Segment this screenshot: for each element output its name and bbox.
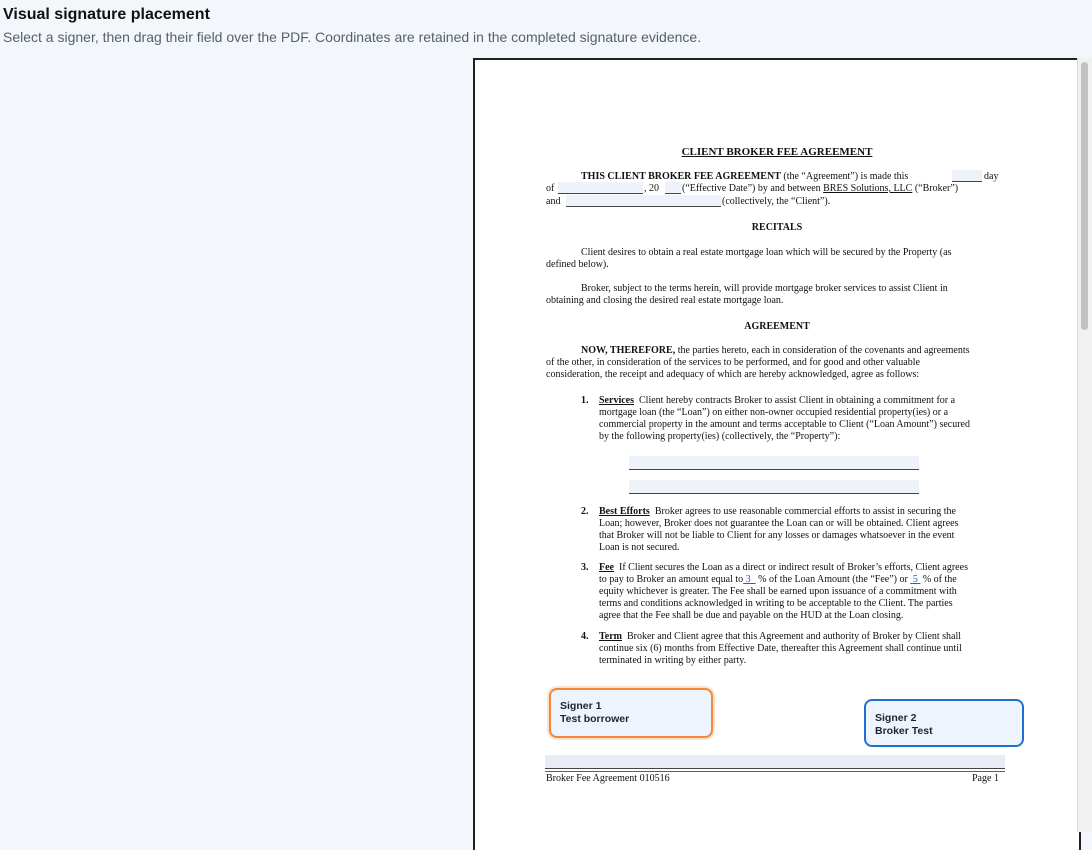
section-2-line: Loan is not secured. [599, 542, 680, 553]
property-line[interactable] [629, 480, 919, 494]
recitals-heading: RECITALS [751, 222, 803, 233]
section-2-line: that Broker will not be liable to Client for any losses or damages whatsoever in the event [599, 530, 955, 541]
page-title: Visual signature placement [3, 6, 210, 23]
recital-2-line: Broker, subject to the terms herein, will provide mortgage broker services to assist Client in [581, 283, 948, 294]
intro-client-label: (collectively, the “Client”). [722, 196, 831, 207]
intro-line-2: (“Effective Date”) by and between BRES Solutions, LLC (“Broker”) [682, 183, 959, 194]
signer-2-field[interactable] [864, 699, 1024, 747]
section-3-line: to pay to Broker an amount equal to 3 % of the Loan Amount (the “Fee”) or 5 % of the [599, 574, 957, 585]
signer-name: Broker Test [875, 725, 933, 737]
section-2-line: Best Efforts Broker agrees to use reasonable commercial efforts to assist in securing the [599, 506, 956, 517]
now-therefore-line: of the other, in consideration of the services to be performed, and for good and other valuable [546, 357, 920, 368]
recital-1-line: defined below). [546, 259, 609, 270]
section-number: 3. [581, 562, 589, 573]
year-blank[interactable] [665, 182, 681, 194]
intro-day-label: day [984, 171, 999, 182]
section-4-line: continue six (6) months from Effective Date, thereafter this Agreement shall continue until [599, 643, 962, 654]
section-number: 4. [581, 631, 589, 642]
section-4-line: Term Broker and Client agree that this Agreement and authority of Broker by Client shall [599, 631, 962, 642]
day-blank[interactable] [952, 170, 982, 182]
section-1-line: Services Client hereby contracts Broker to assist Client in obtaining a commitment for a [599, 395, 956, 406]
section-number: 1. [581, 395, 589, 406]
section-4-line: terminated in writing by either party. [599, 655, 747, 666]
footer-rule [545, 768, 1005, 769]
now-therefore-line: NOW, THEREFORE, the parties hereto, each in consideration of the covenants and agreements [581, 345, 970, 356]
footer-page-number: Page 1 [972, 773, 999, 784]
intro-and-label: and [546, 196, 561, 207]
signer-name: Test borrower [560, 713, 630, 725]
section-3-line: terms and conditions acknowledged in writing to be acceptable to the Client. The parties [599, 598, 953, 609]
footer-document-id: Broker Fee Agreement 010516 [546, 773, 670, 784]
section-3-line: Fee If Client secures the Loan as a direct or indirect result of Broker’s efforts, Client agrees [599, 562, 968, 573]
section-3-line: equity whichever is greater. The Fee shall be earned upon issuance of a commitment with [599, 586, 957, 597]
footer-band [545, 755, 1005, 769]
page-subtitle: Select a signer, then drag their field over the PDF. Coordinates are retained in the completed signature evidence. [3, 29, 702, 45]
intro-of-label: of [546, 183, 555, 194]
section-number: 2. [581, 506, 589, 517]
section-1-line: mortgage loan (the “Loan”) on either non-owner occupied residential property(ies) or a [599, 407, 949, 418]
recital-2-line: obtaining and closing the desired real estate mortgage loan. [546, 295, 784, 306]
signer-1-field[interactable] [549, 688, 713, 738]
section-1-line: by the following property(ies) (collectively, the “Property”): [599, 431, 841, 442]
agreement-heading: AGREEMENT [744, 321, 810, 332]
intro-year-label: , 20 [644, 183, 659, 194]
recital-1-line: Client desires to obtain a real estate mortgage loan which will be secured by the Property (as [581, 247, 952, 258]
section-2-line: Loan; however, Broker does not guarantee the Loan can or will be obtained. Client agrees [599, 518, 959, 529]
pdf-scrollbar[interactable] [1077, 58, 1092, 832]
now-therefore-line: consideration, the receipt and adequacy of which are hereby acknowledged, agree as follows: [546, 369, 920, 380]
effective-date-blank[interactable] [558, 182, 643, 194]
document-title: CLIENT BROKER FEE AGREEMENT [681, 146, 873, 158]
signer-label: Signer 1 [560, 700, 602, 712]
pdf-scrollbar-thumb[interactable] [1081, 62, 1088, 330]
section-3-line: agree that the Fee shall be due and payable on the HUD at the Loan closing. [599, 610, 904, 621]
section-1-line: commercial property in the amount and terms acceptable to Client (“Loan Amount”) secured [599, 419, 970, 430]
property-line[interactable] [629, 456, 919, 470]
signer-label: Signer 2 [875, 712, 917, 724]
footer-rule [545, 771, 1005, 772]
intro-line-1: THIS CLIENT BROKER FEE AGREEMENT (the “Agreement”) is made this [581, 171, 909, 182]
client-name-blank[interactable] [566, 195, 721, 207]
